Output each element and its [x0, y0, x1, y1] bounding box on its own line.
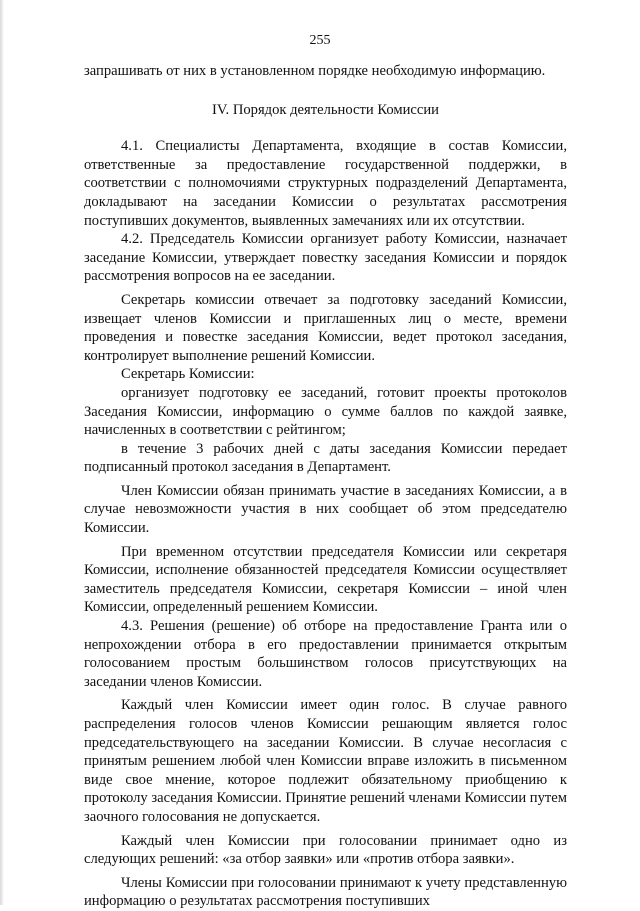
paragraph-secretary-protocol: в течение 3 рабочих дней с даты заседания Комиссии передает подписанный протокол заседания в Департамент. — [84, 440, 567, 476]
paragraph-4-3: 4.3. Решения (решение) об отборе на предоставление Гранта или о непрохождении отбора в его предоставлении принимается открытым голосованием простым большинством голосов присутствующих на заседании членов Комиссии. — [84, 618, 567, 690]
paragraph-secretary-organizes: организует подготовку ее заседаний, готовит проекты протоколов Заседания Комиссии, информацию о сумме баллов по каждой заявке, начисленных в соответствии с рейтингом; — [84, 384, 567, 439]
paragraph-absence: При временном отсутствии председателя Комиссии или секретаря Комиссии, исполнение обязанностей председателя Комиссии осуществляет заместитель председателя Комиссии, секретаря Комиссии – иной член Комиссии, определенный решением Комиссии. — [84, 543, 567, 616]
paragraph-voting: Каждый член Комиссии имеет один голос. В случае равного распределения голосов членов Комиссии решающим является голос председательствующего на заседании Комиссии. В случае несогласия с принятым решением любой член Комиссии вправе изложить в письменном виде свое мнение, которое подлежит обязательному приобщению к протоколу заседания Комиссии. Принятие решений членами Комиссии путем заочного голосования не допускается. — [84, 697, 568, 825]
paragraph-continuation: запрашивать от них в установленном порядке необходимую информацию. — [84, 63, 546, 79]
paragraph-decisions: Каждый член Комиссии при голосовании принимает одно из следующих решений: «за отбор заявки» или «против отбора заявки». — [84, 832, 567, 868]
paragraph-secretary-duties: Секретарь комиссии отвечает за подготовку заседаний Комиссии, извещает членов Комиссии и приглашенных лиц о месте, времени проведения и повестке заседания Комиссии, ведет протокол заседания, контролирует выполнение решений Комиссии. — [84, 291, 567, 364]
paragraph-secretary-label: Секретарь Комиссии: — [121, 366, 255, 383]
paragraph-members-consider: Члены Комиссии при голосовании принимают к учету представленную информацию о результатах рассмотрения поступивших — [84, 874, 567, 910]
section-heading: IV. Порядок деятельности Комиссии — [212, 101, 439, 118]
paragraph-member-obligation: Член Комиссии обязан принимать участие в заседаниях Комиссии, а в случае невозможности участия в них сообщает об этом председателю Комиссии. — [84, 482, 567, 537]
scan-edge — [0, 0, 4, 905]
paragraph-4-1: 4.1. Специалисты Департамента, входящие в состав Комиссии, ответственные за предоставление государственной поддержки, в соответствии с полномочиями структурных подразделений Департамента, докладывают на заседании Комиссии о результатах рассмотрения поступивших документов, выявленных замечаниях или их отсутствии. — [84, 138, 567, 229]
document-body — [84, 62, 567, 911]
page-number: 255 — [309, 33, 331, 48]
paragraph-4-2: 4.2. Председатель Комиссии организует работу Комиссии, назначает заседание Комиссии, утверждает повестку заседания Комиссии и порядок рассмотрения вопросов на ее заседании. — [84, 231, 567, 285]
